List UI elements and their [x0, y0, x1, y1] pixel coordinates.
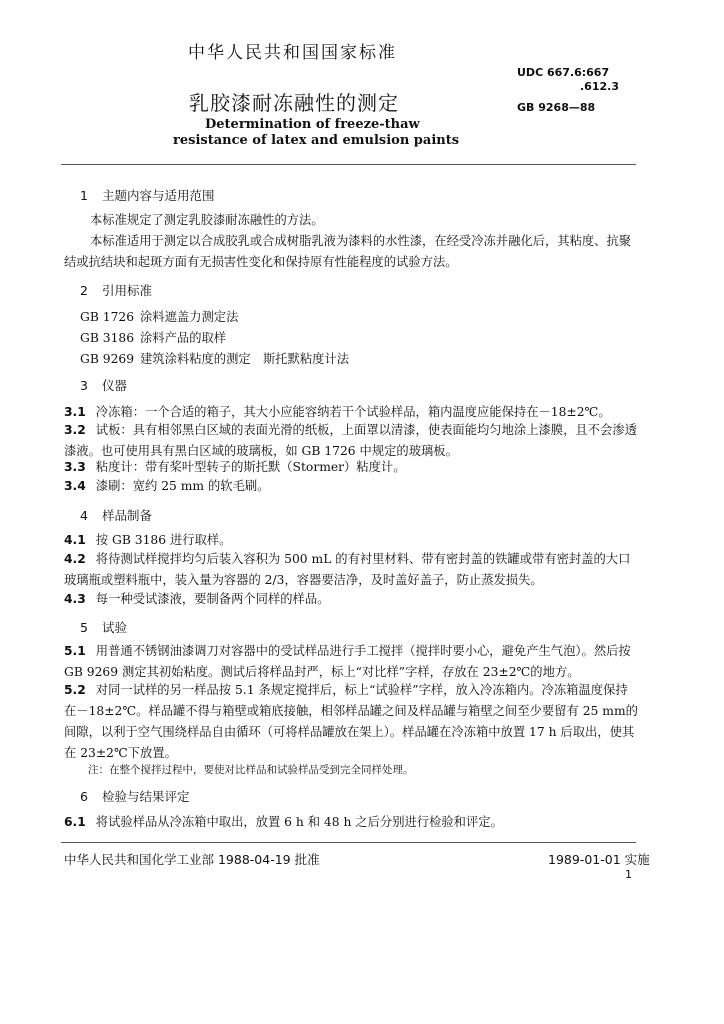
section-2-heading: [80, 281, 152, 299]
section-number: 1: [80, 188, 88, 203]
clause-6-1: [64, 812, 638, 833]
clause-5-2: [64, 680, 638, 764]
reference-code: GB 9269: [80, 352, 135, 366]
clause-3-3: [64, 457, 638, 478]
clause-text: 将试验样品从冷冻箱中取出，放置 6 h 和 48 h 之后分别进行检验和评定。: [95, 815, 503, 829]
clause-number: 3.2: [64, 423, 86, 437]
reference-title: 涂料产品的取样: [140, 331, 227, 345]
clause-number: 3.3: [64, 460, 86, 474]
udc-code-line2: .612.3: [580, 80, 619, 93]
section-6-heading: [80, 787, 190, 805]
reference-title: 涂料遮盖力测定法: [140, 310, 239, 324]
clause-text: 漆刷：宽约 25 mm 的软毛刷。: [95, 479, 270, 493]
paragraph: 本标准规定了测定乳胶漆耐冻融性的方法。: [90, 213, 324, 227]
reference-code: GB 3186: [80, 331, 135, 345]
clause-text: 每一种受试漆液，要制备两个同样的样品。: [95, 592, 330, 606]
clause-number: 4.3: [64, 592, 86, 606]
approval-line: 中华人民共和国化学工业部 1988-04-19 批准: [64, 852, 320, 867]
section-5-heading: [80, 618, 127, 636]
section-number: 3: [80, 378, 88, 393]
clause-4-3: [64, 589, 638, 610]
note: 注：在整个搅拌过程中，要使对比样品和试验样品受到完全同样处理。: [88, 764, 414, 776]
section-number: 5: [80, 620, 88, 635]
clause-text: 试板：具有相邻黑白区域的表面光滑的纸板，上面罩以清漆，使表面能均匀地涂上漆膜，且不会渗透漆液。也可使用具有黑白区域的玻璃板，如 GB 1726 中规定的玻璃板。: [64, 423, 637, 458]
clause-number: 3.1: [64, 405, 86, 419]
publisher: 中华人民共和国国家标准: [188, 43, 397, 63]
gb-number: GB 9268—88: [517, 101, 596, 114]
title-en-line2: resistance of latex and emulsion paints: [173, 133, 460, 148]
reference-item: [80, 328, 226, 346]
udc-code-line1: UDC 667.6:667: [517, 66, 610, 79]
section-title: 引用标准: [102, 283, 153, 298]
section-title: 检验与结果评定: [102, 789, 190, 804]
clause-text: 粘度计：带有桨叶型转子的斯托默（Stormer）粘度计。: [95, 460, 406, 474]
clause-4-1: [64, 530, 638, 551]
reference-item: [80, 307, 238, 325]
reference-title: 建筑涂料粘度的测定 斯托默粘度计法: [140, 352, 350, 366]
header-divider: [61, 164, 636, 165]
section-4-heading: [80, 506, 152, 524]
paragraph: 本标准适用于测定以合成胶乳或合成树脂乳液为漆料的水性漆，在经受冷冻并融化后，其粘度、抗聚结或抗结块和起斑方面有无损害性变化和保持原有性能程度的试验方法。: [64, 234, 632, 269]
clause-4-2: [64, 549, 638, 591]
clause-text: 冷冻箱：一个合适的箱子，其大小应能容纳若干个试验样品，箱内温度应能保持在－18±2℃。: [95, 405, 611, 419]
section-number: 6: [80, 789, 88, 804]
clause-text: 用普通不锈钢油漆调刀对容器中的受试样品进行手工搅拌（搅拌时要小心，避免产生气泡）。然后按 GB 9269 测定其初始粘度。测试后将样品封严，标上“对比样”字样，存放在 23±2℃的地方。: [64, 644, 631, 679]
clause-number: 4.1: [64, 533, 86, 547]
section-3-heading: [80, 376, 127, 394]
clause-number: 3.4: [64, 479, 86, 493]
clause-3-2: [64, 420, 638, 462]
title-cn: 乳胶漆耐冻融性的测定: [189, 91, 399, 115]
clause-number: 4.2: [64, 552, 86, 566]
clause-number: 6.1: [64, 815, 86, 829]
title-en-line1: Determination of freeze-thaw: [205, 117, 420, 132]
section-1-heading: [80, 186, 215, 204]
section-title: 样品制备: [102, 508, 153, 523]
section-number: 4: [80, 508, 88, 523]
effective-date: 1989-01-01 实施: [548, 852, 650, 867]
clause-5-1: [64, 641, 638, 683]
clause-number: 5.2: [64, 683, 86, 697]
section-title: 仪器: [102, 378, 128, 393]
section-title: 试验: [102, 620, 128, 635]
reference-item: [80, 349, 349, 367]
reference-code: GB 1726: [80, 310, 135, 324]
clause-3-4: [64, 476, 638, 497]
section-title: 主题内容与适用范围: [102, 188, 215, 203]
clause-text: 按 GB 3186 进行取样。: [95, 533, 232, 547]
footer-divider: [61, 842, 636, 843]
section-number: 2: [80, 283, 88, 298]
clause-text: 对同一试样的另一样品按 5.1 条规定搅拌后，标上“试验样”字样，放入冷冻箱内。冷冻箱温度保持在－18±2℃。样品罐不得与箱壁或箱底接触，相邻样品罐之间及样品罐与箱壁之间至少要留有 25 mm的间隙，以利于空气围绕样品自由循环（可将样品罐放在架上）。样品罐在冷冻箱中放置 17 h 后取出，使其在 23±2℃下放置。: [64, 683, 638, 760]
clause-number: 5.1: [64, 644, 86, 658]
clause-text: 将待测试样搅拌均匀后装入容积为 500 mL 的有衬里材料、带有密封盖的铁罐或带有密封盖的大口玻璃瓶或塑料瓶中，装入量为容器的 2/3，容器要洁净，及时盖好盖子，防止蒸发损失。: [64, 552, 631, 587]
page-number: 1: [625, 868, 632, 881]
